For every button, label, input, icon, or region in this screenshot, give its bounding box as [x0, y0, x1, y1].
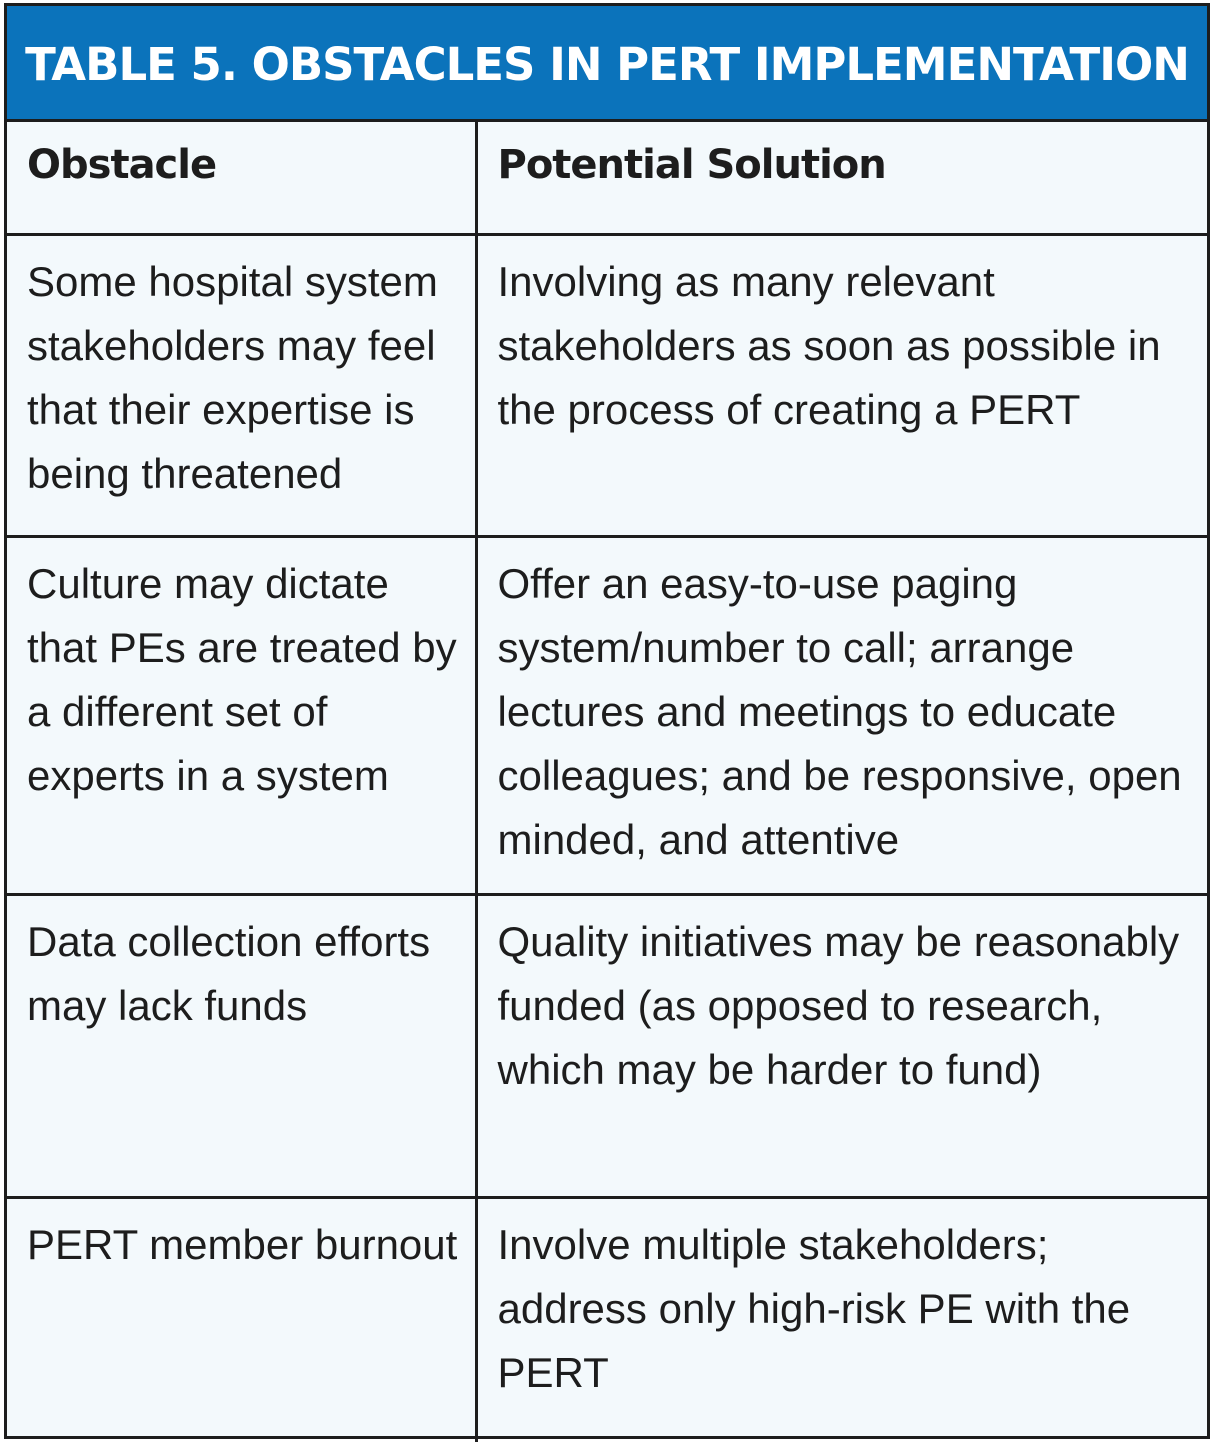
- table-title: TABLE 5. OBSTACLES IN PERT IMPLEMENTATION: [25, 38, 1189, 91]
- table-row: [7, 1197, 1207, 1442]
- header-row: [7, 122, 1207, 234]
- solution-cell: Involving as many relevant stakeholders as soon as possible in the process of creating a PERT: [476, 234, 1207, 536]
- table-row: [7, 894, 1207, 1197]
- obstacle-cell: Culture may dictate that PEs are treated by a different set of experts in a system: [7, 536, 476, 894]
- solution-cell: Quality initiatives may be reasonably funded (as opposed to research, which may be harder to fund): [476, 894, 1207, 1197]
- obstacles-table: [4, 3, 1210, 1439]
- solution-cell: Offer an easy-to-use paging system/number to call; arrange lectures and meetings to educate colleagues; and be responsive, open minded, and attentive: [476, 536, 1207, 894]
- table-row: [7, 234, 1207, 536]
- obstacle-cell: PERT member burnout: [7, 1197, 476, 1442]
- header-solution: Potential Solution: [476, 122, 1207, 234]
- obstacle-cell: Some hospital system stakeholders may feel that their expertise is being threatened: [7, 234, 476, 536]
- table-row: [7, 536, 1207, 894]
- obstacle-cell: Data collection efforts may lack funds: [7, 894, 476, 1197]
- header-obstacle: Obstacle: [7, 122, 476, 234]
- obstacles-grid: [7, 122, 1207, 1442]
- solution-cell: Involve multiple stakeholders; address only high-risk PE with the PERT: [476, 1197, 1207, 1442]
- table-title-bar: [7, 6, 1207, 122]
